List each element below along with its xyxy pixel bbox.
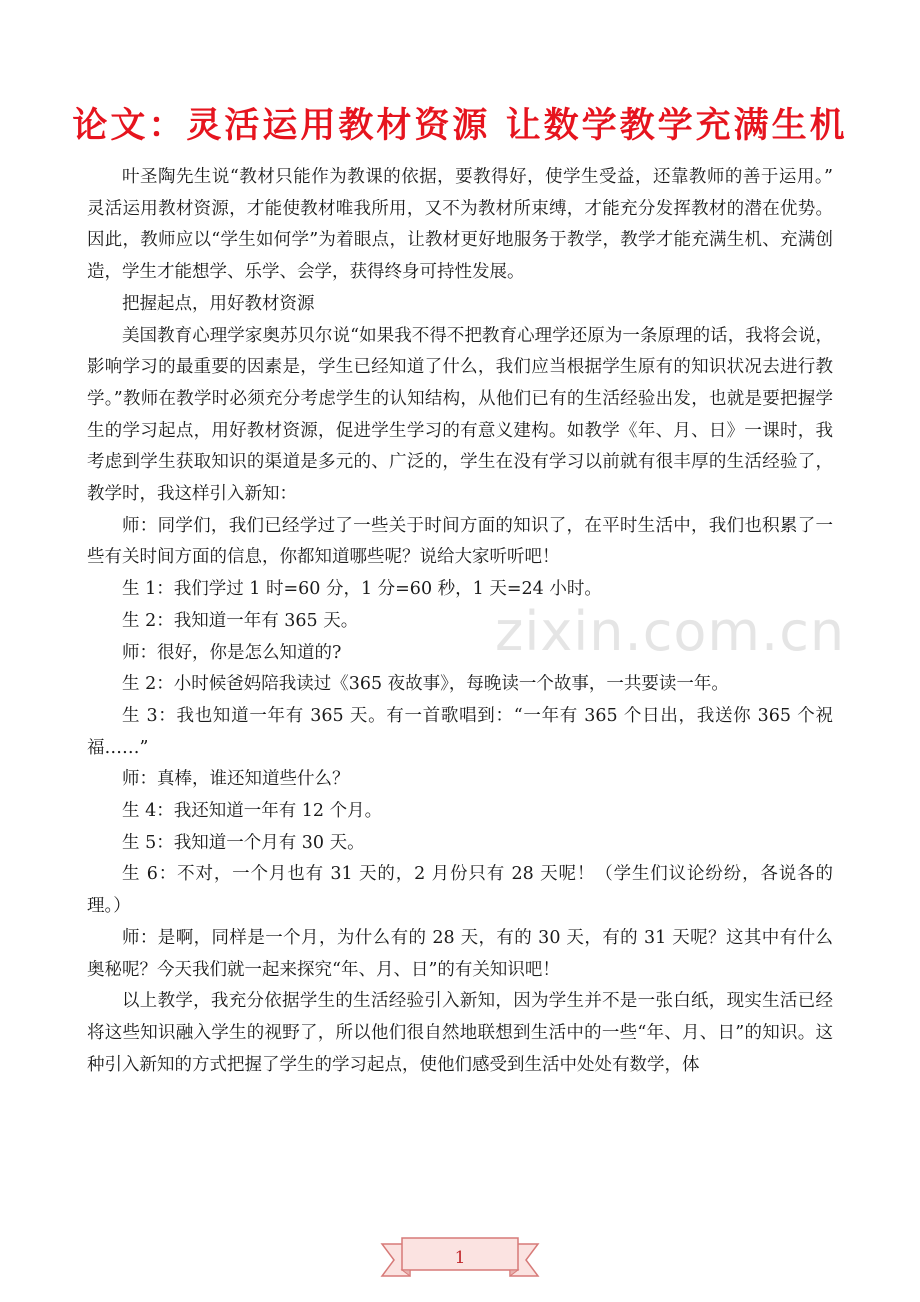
dialogue-line: 生 4：我还知道一年有 12 个月。	[122, 801, 383, 822]
page-number: 1	[454, 1248, 466, 1268]
dialogue-line: 生 1：我们学过 1 时=60 分，1 分=60 秒，1 天=24 小时。	[122, 579, 602, 600]
dialogue-line: 生 3：我也知道一年有 365 天。有一首歌唱到：“一年有 365 个日出，我送你 365 个祝福……”	[87, 705, 833, 758]
document-title: 论文：灵活运用教材资源 让数学教学充满生机	[72, 106, 848, 146]
dialogue-line: 生 2：我知道一年有 365 天。	[122, 610, 359, 631]
dialogue-line: 师：很好，你是怎么知道的?	[122, 642, 342, 663]
dialogue-line: 生 6：不对，一个月也有 31 天的，2 月份只有 28 天呢！（学生们议论纷纷，各说各的理。）	[87, 864, 833, 917]
paragraph-intro: 叶圣陶先生说“教材只能作为教课的依据，要教得好，使学生受益，还靠教师的善于运用。” 灵活运用教材资源，才能使教材唯我所用，又不为教材所束缚，才能充分发挥教材的潜在优势。因此，教师应以“学生如何学”为着眼点，让教材更好地服务于教学，教学才能充满生机、充满创造，学生才能想学、乐学、会学，获得终身可持性发展。	[87, 167, 833, 283]
paragraph-summary: 以上教学，我充分依据学生的生活经验引入新知，因为学生并不是一张白纸，现实生活已经将这些知识融入学生的视野了，所以他们很自然地联想到生活中的一些“年、月、日”的知识。这种引入新知的方式把握了学生的学习起点，使他们感受到生活中处处有数学，体	[87, 991, 833, 1075]
section-heading: 把握起点，用好教材资源	[122, 293, 315, 314]
watermark: zixin.com.cn	[495, 600, 846, 663]
paragraph-ausubel: 美国教育心理学家奥苏贝尔说“如果我不得不把教育心理学还原为一条原理的话，我将会说，影响学习的最重要的因素是，学生已经知道了什么，我们应当根据学生原有的知识状况去进行教学。”教师在教学时必须充分考虑学生的认知结构，从他们已有的生活经验出发，也就是要把握学生的学习起点，用好教材资源，促进学生学习的有意义建构。如教学《年、月、日》一课时，我考虑到学生获取知识的渠道是多元的、广泛的，学生在没有学习以前就有很丰厚的生活经验了，教学时，我这样引入新知：	[87, 325, 833, 505]
dialogue-line: 师：是啊，同样是一个月，为什么有的 28 天，有的 30 天，有的 31 天呢？这其中有什么奥秘呢？今天我们就一起来探究“年、月、日”的有关知识吧！	[87, 927, 833, 980]
dialogue-line: 生 2：小时候爸妈陪我读过《365 夜故事》，每晚读一个故事，一共要读一年。	[122, 674, 729, 695]
dialogue-line: 生 5：我知道一个月有 30 天。	[122, 832, 365, 853]
dialogue-line: 师：真棒，谁还知道些什么？	[122, 769, 350, 790]
dialogue-line: 师：同学们，我们已经学过了一些关于时间方面的知识了，在平时生活中，我们也积累了一些有关时间方面的信息，你都知道哪些呢？说给大家听听吧！	[87, 515, 833, 568]
page-number-ribbon	[380, 1224, 540, 1284]
